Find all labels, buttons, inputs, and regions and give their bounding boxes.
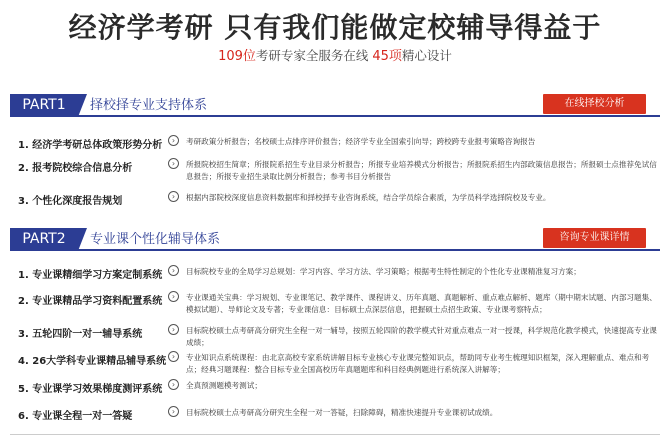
row-label: 6. 专业课全程一对一答疑 (18, 411, 133, 422)
part2-header (10, 228, 660, 251)
row-label: 2. 报考院校综合信息分析 (18, 163, 133, 174)
row-description: 考研政策分析报告；名校硕士点排序评价报告；经济学专业全国索引向导；跨校跨专业报考策略咨询报告 (186, 137, 536, 146)
row-description: 全真预测题模考测试； (186, 381, 262, 390)
row-description: 目标院校专业的全局学习总规划：学习内容、学习方法、学习策略；根据考生特性制定的个性化专业课精准复习方案； (186, 267, 581, 276)
expert-count: 109位 (218, 49, 256, 64)
row-label: 3. 五轮四阶一对一辅导系统 (18, 329, 143, 340)
bottom-divider (10, 434, 660, 435)
row-description: 所报院校招生简章；所报院系招生专业目录分析报告；所报专业培养模式分析报告；所报院系招生内部政策信息报告；所报硕士点推荐免试信息报告；所报专业招生录取比例分析报告；参考书目分析报告 (186, 160, 657, 181)
hero-subtitle (0, 45, 670, 64)
arrow-right-circle-icon[interactable]: › (168, 351, 179, 362)
arrow-right-circle-icon[interactable]: › (168, 158, 179, 169)
row-label: 3. 个性化深度报告规划 (18, 196, 123, 207)
arrow-right-circle-icon[interactable]: › (168, 379, 179, 390)
row-label: 1. 经济学考研总体政策形势分析 (18, 140, 163, 151)
design-count: 45项 (372, 49, 402, 64)
row-description: 目标院校硕士点考研高分研究生全程一对一辅导，按照五轮四阶的教学模式针对重点难点一对一授课，科学规范化教学模式，快速提高专业课成绩； (186, 326, 657, 347)
hero-title: 经济学考研 只有我们能做定校辅导得益于 (68, 11, 602, 44)
school-analysis-button[interactable]: 在线择校分析 (543, 94, 646, 114)
part1-title: 择校择专业支持体系 (90, 98, 208, 113)
part1-header (10, 94, 660, 117)
arrow-right-circle-icon[interactable]: › (168, 135, 179, 146)
row-description: 目标院校硕士点考研高分研究生全程一对一答疑，扫除障碍，精准快速提升专业课初试成绩。 (186, 408, 498, 417)
row-label: 2. 专业课精品学习资料配置系统 (18, 296, 163, 307)
course-consult-button[interactable]: 咨询专业课详情 (543, 228, 646, 248)
arrow-right-circle-icon[interactable]: › (168, 406, 179, 417)
arrow-right-circle-icon[interactable]: › (168, 324, 179, 335)
arrow-right-circle-icon[interactable]: › (168, 191, 179, 202)
row-description: 专业课通关宝典：学习规划、专业课笔记、教学课件、课程讲义、历年真题、真题解析、重点难点解析、题库（期中期末试题、内部习题集、模拟试题）、导师论文及专著；专业课信息：目标硕士点深层信息，把握硕士点招生政策、专业课考察特点； (186, 293, 657, 314)
row-label: 1. 专业课精细学习方案定制系统 (18, 270, 163, 281)
row-description: 根据内部院校深度信息资料数据库和择校择专业咨询系统，结合学员综合素质，为学员科学选择院校及专业。 (186, 193, 551, 202)
part2-title: 专业课个性化辅导体系 (90, 232, 221, 247)
row-description: 专业知识点系统课程：由北京高校专家系统讲解目标专业核心专业课完整知识点，帮助同专业考生梳理知识框架，深入理解重点、难点和考点；经典习题课程：整合目标专业全国高校历年真题题库和科目经典例题进行系统深入讲解等； (186, 353, 650, 374)
row-label: 4. 26大学科专业课精品辅导系统 (18, 356, 167, 367)
arrow-right-circle-icon[interactable]: › (168, 265, 179, 276)
subtitle-text-2: 精心设计 (401, 48, 452, 63)
row-label: 5. 专业课学习效果梯度测评系统 (18, 384, 163, 395)
part1-tag: PART1 (10, 94, 78, 117)
part2-tag: PART2 (10, 228, 78, 251)
arrow-right-circle-icon[interactable]: › (168, 291, 179, 302)
subtitle-text-1: 考研专家全服务在线 (255, 48, 373, 63)
